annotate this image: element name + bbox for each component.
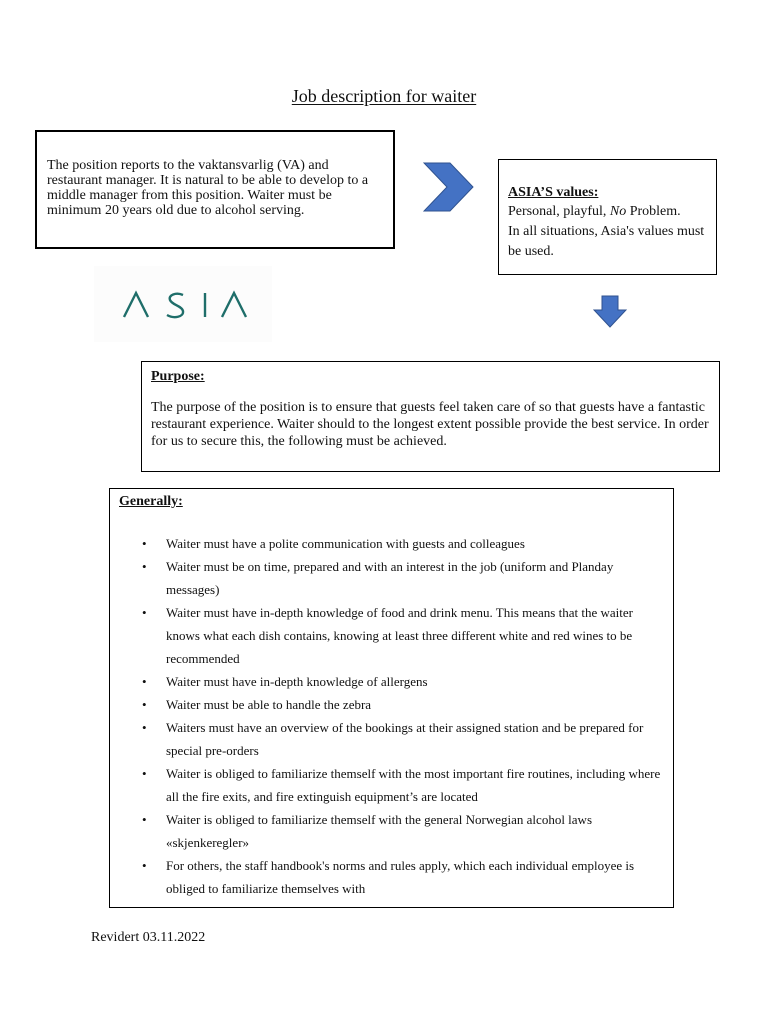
purpose-box <box>141 361 720 472</box>
position-text: The position reports to the vaktansvarlig (VA) and restaurant manager. It is natural to be able to develop to a middle manager from this position. Waiter must be minimum 20 years old due to alcohol serving. <box>47 158 369 218</box>
revision-date: Revidert 03.11.2022 <box>91 930 206 945</box>
chevron-right-icon <box>423 162 475 212</box>
list-item: • Waiter must be on time, prepared and with an interest in the job (uniform and Planday messages) <box>142 559 614 597</box>
purpose-heading: Purpose: <box>151 369 205 384</box>
list-item: • Waiter must have a polite communication with guests and colleagues <box>142 536 525 551</box>
values-line-2: In all situations, Asia's values must be used. <box>508 224 705 259</box>
asia-logo-mark <box>94 266 272 342</box>
general-list <box>119 532 663 900</box>
list-item: • Waiter must have in-depth knowledge of food and drink menu. This means that the waiter knows what each dish contains, knowing at least three different white and red wines to be recommended <box>142 605 633 666</box>
list-item: • Waiter is obliged to familiarize themself with the most important fire routines, including where all the fire exits, and fire extinguish equipment’s are located <box>142 766 661 804</box>
arrow-down-icon <box>593 295 627 328</box>
asia-logo-text: ASIA <box>94 266 97 267</box>
asia-logo <box>94 266 272 342</box>
list-item: • Waiters must have an overview of the bookings at their assigned station and be prepared for special pre-orders <box>142 720 644 758</box>
position-box <box>35 130 395 249</box>
list-item: • Waiter must be able to handle the zebra <box>142 697 372 712</box>
values-heading: ASIA’S values: <box>508 185 599 200</box>
values-box <box>498 159 717 275</box>
document-title: Job description for waiter <box>291 86 477 106</box>
values-line-1: Personal, playful, No Problem. <box>508 204 681 219</box>
general-heading: Generally: <box>119 494 183 509</box>
purpose-text: The purpose of the position is to ensure that guests feel taken care of so that guests have a fantastic restaurant experience. Waiter should to the longest extent possible provide the best service. In order for us to secure this, the following must be achieved. <box>151 400 709 449</box>
list-item: • Waiter is obliged to familiarize themself with the general Norwegian alcohol laws «skjenkeregler» <box>142 812 593 850</box>
general-box <box>109 488 674 908</box>
list-item: • Waiter must have in-depth knowledge of allergens <box>142 674 428 689</box>
list-item: • For others, the staff handbook's norms and rules apply, which each individual employee is obliged to familiarize themselves with <box>142 858 635 896</box>
